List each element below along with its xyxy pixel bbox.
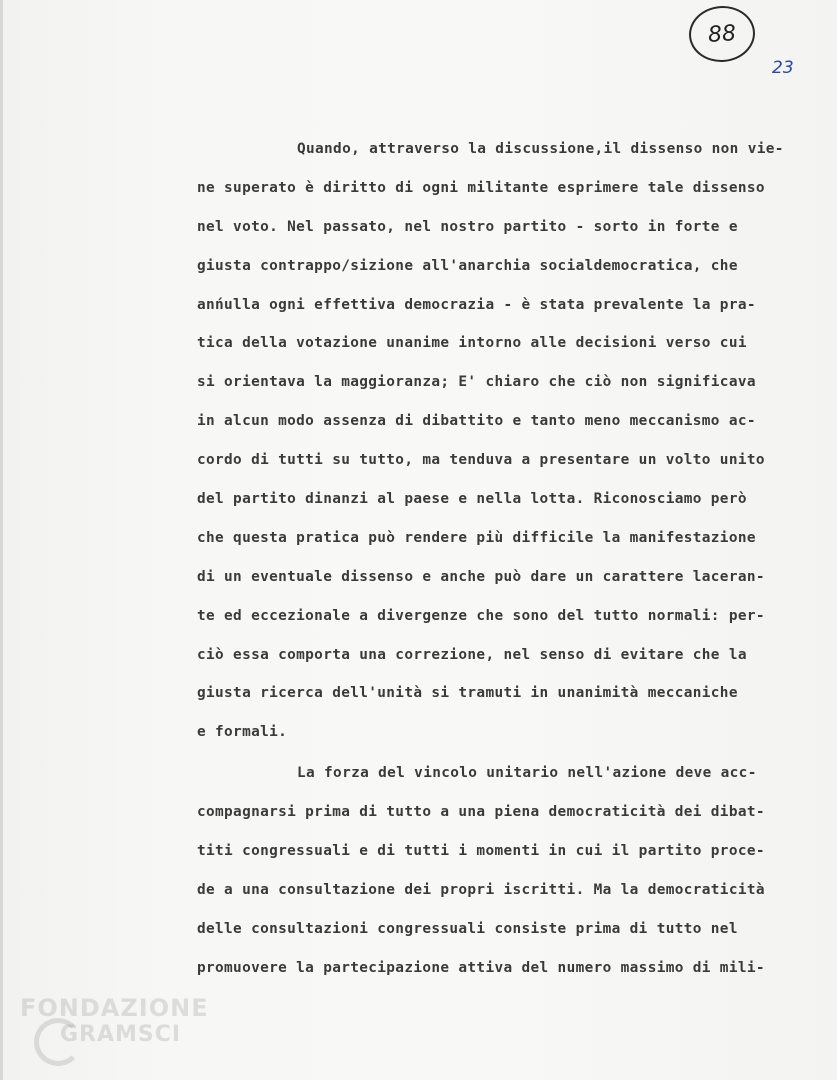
- text-line: del partito dinanzi al paese e nella lotta. Riconosciamo però: [197, 491, 747, 508]
- text-line: ciò essa comporta una correzione, nel senso di evitare che la: [197, 646, 747, 663]
- text-line: Quando, attraverso la discussione,il dissenso non vie-: [297, 141, 784, 157]
- text-line: delle consultazioni congressuali consiste prima di tutto nel: [197, 920, 738, 937]
- text-line: si orientava la maggioranza; E' chiaro che ciò non significava: [197, 374, 756, 391]
- text-line: compagnarsi prima di tutto a una piena democraticità dei dibat-: [197, 804, 765, 821]
- bleed-through-text: [95, 380, 155, 940]
- archive-stamp-number: 88: [707, 20, 737, 48]
- text-line: cordo di tutti su tutto, ma tenduva a presentare un volto unito: [197, 452, 765, 469]
- watermark-line2: GRAMSCI: [60, 1022, 182, 1047]
- archive-stamp: [687, 4, 757, 64]
- text-line: La forza del vincolo unitario nell'azione deve acc-: [297, 765, 757, 782]
- text-line: in alcun modo assenza di dibattito e tanto meno meccanismo ac-: [197, 413, 756, 430]
- text-line: che questa pratica può rendere più difficile la manifestazione: [197, 529, 756, 546]
- text-line: anńulla ogni effettiva democrazia - è stata prevalente la pra-: [197, 296, 756, 313]
- page-number: 23: [772, 58, 794, 78]
- text-line: titi congressuali e di tutti i momenti in cui il partito proce-: [197, 843, 765, 860]
- text-line: ne superato è diritto di ogni militante esprimere tale dissenso: [197, 179, 765, 196]
- text-line: te ed eccezionale a divergenze che sono del tutto normali: per-: [197, 607, 765, 624]
- text-line: de a una consultazione dei propri iscritti. Ma la democraticità: [197, 881, 765, 898]
- fondazione-gramsci-watermark: [20, 994, 220, 1070]
- text-line: e formali.: [197, 724, 288, 741]
- watermark-line1: FONDAZIONE: [20, 994, 209, 1022]
- text-line: tica della votazione unanime intorno alle decisioni verso cui: [197, 335, 747, 352]
- page-edge: [0, 0, 3, 1080]
- typewritten-body: [197, 130, 825, 988]
- text-line: giusta contrappo/sizione all'anarchia socialdemocratica, che: [197, 257, 738, 274]
- text-line: promuovere la partecipazione attiva del numero massimo di mili-: [197, 959, 765, 976]
- text-line: nel voto. Nel passato, nel nostro partito - sorto in forte e: [197, 218, 738, 235]
- text-line: di un eventuale dissenso e anche può dare un carattere laceran-: [197, 568, 765, 585]
- text-line: giusta ricerca dell'unità si tramuti in unanimità meccaniche: [197, 685, 738, 702]
